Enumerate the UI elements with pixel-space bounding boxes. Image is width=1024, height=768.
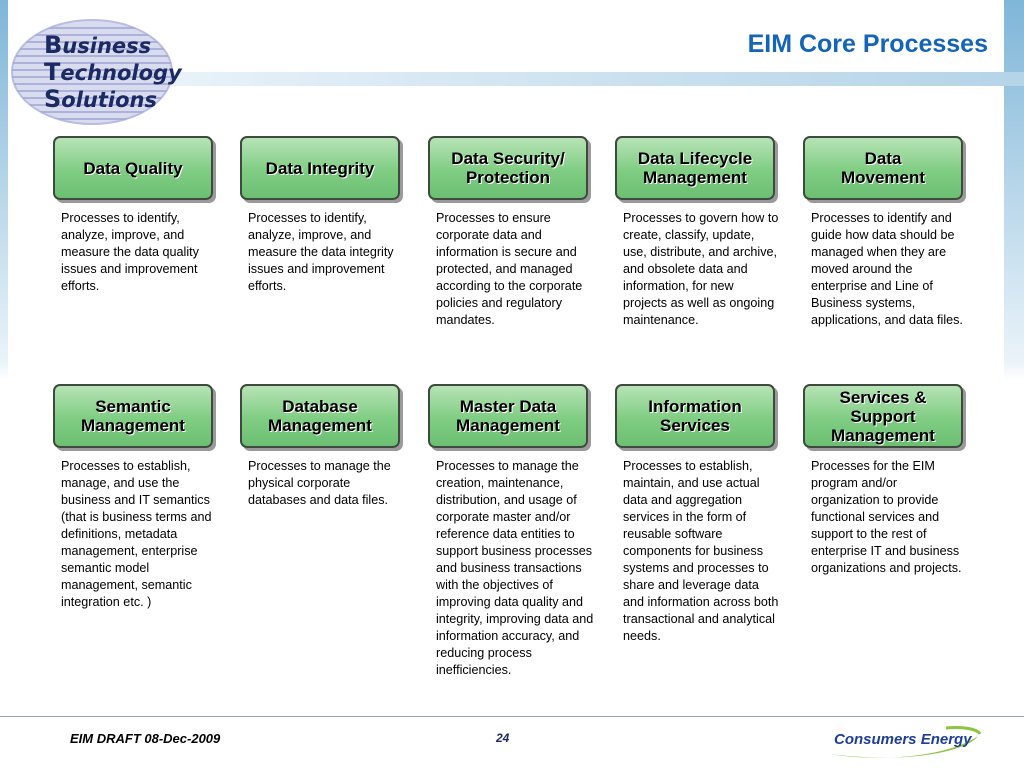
process-box-database-management[interactable]: Database Management	[240, 384, 400, 448]
left-decorative-band	[0, 0, 8, 380]
process-description: Processes to identify, analyze, improve, and measure the data integrity issues and improvement efforts.	[248, 211, 394, 293]
right-decorative-band	[1004, 0, 1024, 380]
process-box-master-data-management[interactable]: Master Data Management	[428, 384, 588, 448]
consumers-energy-logo	[826, 722, 986, 760]
process-description: Processes to establish, maintain, and use actual data and aggregation services in the form of reusable software components for business systems and processes to share and leverage data and information across both transactional and analytical needs.	[623, 459, 779, 643]
page-title: EIM Core Processes	[747, 30, 988, 58]
logo-wordmark	[44, 31, 182, 113]
process-description: Processes to identify, analyze, improve, and measure the data quality issues and improvement efforts.	[61, 211, 199, 293]
bts-logo	[10, 18, 182, 126]
process-box-semantic-management[interactable]: Semantic Management	[53, 384, 213, 448]
process-description: Processes to identify and guide how data should be managed when they are moved around the enterprise and Line of Business systems, applications, and data files.	[811, 211, 963, 327]
logo-line-business: Business	[44, 31, 152, 59]
footer-divider	[0, 716, 1024, 717]
process-description: Processes to manage the physical corporate databases and data files.	[248, 459, 391, 507]
process-description: Processes for the EIM program and/or organization to provide functional services and support to the rest of enterprise IT and business organizations and projects.	[811, 459, 962, 575]
logo-line-technology: Technology	[44, 58, 182, 86]
process-box-data-quality[interactable]: Data Quality	[53, 136, 213, 200]
process-description: Processes to manage the creation, maintenance, distribution, and usage of corporate master and/or reference data entities to support business processes and business transactions with the objectives of improving data quality and integrity, improving data and information accuracy, and reducing process inefficiencies.	[436, 459, 594, 677]
process-description: Processes to establish, manage, and use the business and IT semantics (that is business terms and definitions, metadata management, enterprise semantic model management, semantic integration etc. )	[61, 459, 212, 609]
process-box-data-lifecycle[interactable]: Data Lifecycle Management	[615, 136, 775, 200]
header-bar	[150, 72, 1024, 86]
process-box-data-movement[interactable]: Data Movement	[803, 136, 963, 200]
process-box-data-integrity[interactable]: Data Integrity	[240, 136, 400, 200]
process-description: Processes to ensure corporate data and information is secure and protected, and managed according to the corporate policies and regulatory mandates.	[436, 211, 583, 327]
page-number: 24	[496, 731, 510, 745]
process-box-information-services[interactable]: Information Services	[615, 384, 775, 448]
process-box-data-security[interactable]: Data Security/ Protection	[428, 136, 588, 200]
process-description: Processes to govern how to create, classify, update, use, distribute, and archive, and obsolete data and information, for new projects as well as ongoing maintenance.	[623, 211, 779, 327]
footer-draft-label: EIM DRAFT 08-Dec-2009	[70, 731, 221, 746]
process-box-services-support[interactable]: Services & Support Management	[803, 384, 963, 448]
logo-line-solutions: Solutions	[44, 85, 157, 113]
consumers-energy-wordmark: Consumers Energy	[834, 731, 972, 748]
